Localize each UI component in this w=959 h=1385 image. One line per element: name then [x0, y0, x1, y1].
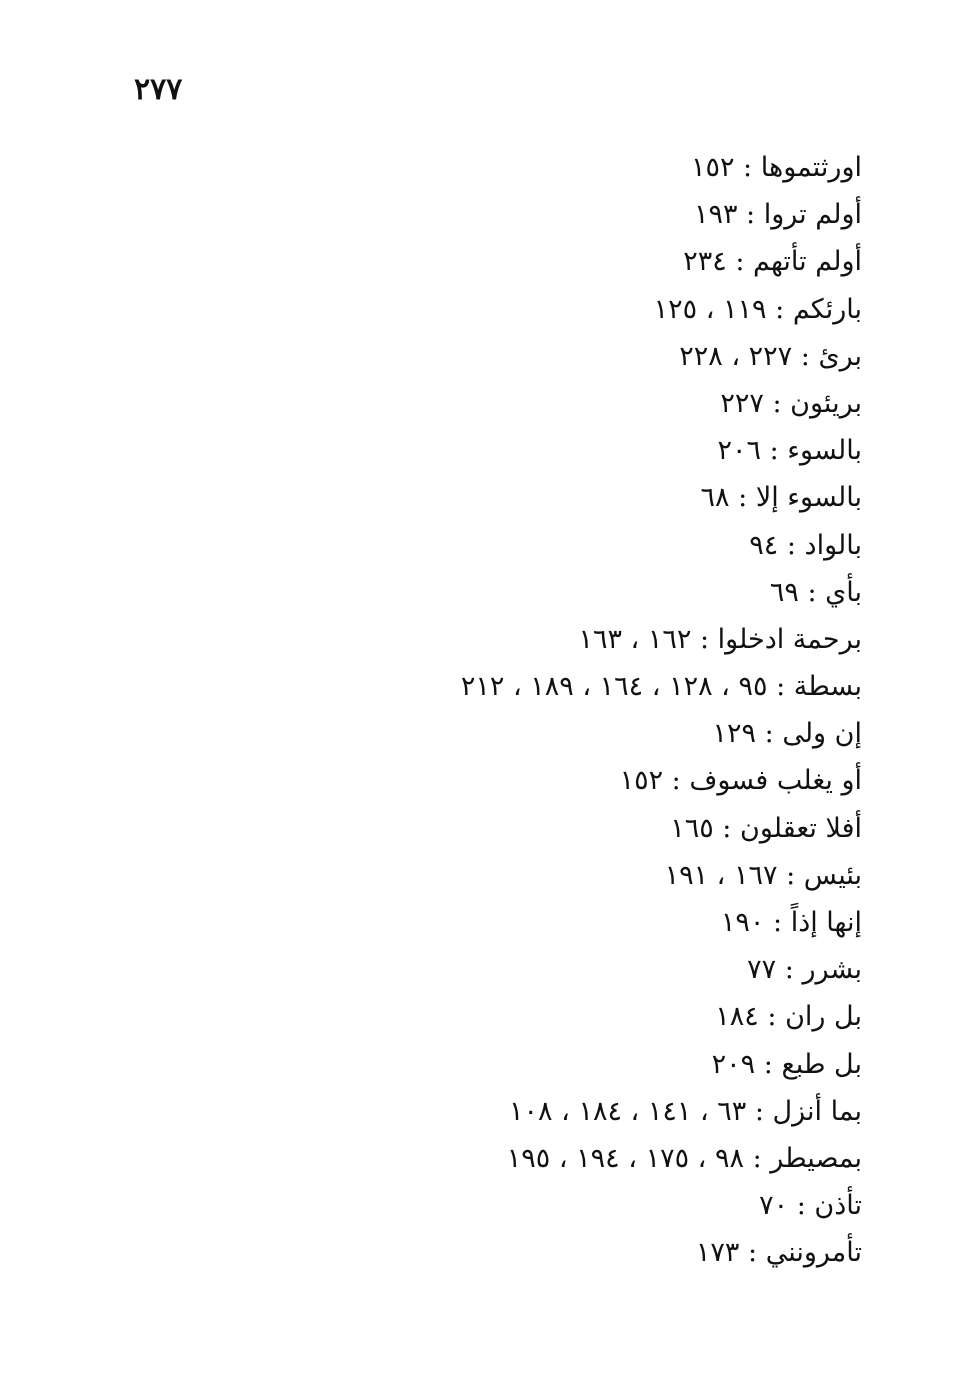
- index-entry: [461, 238, 862, 285]
- entry-word: بل طبع :: [755, 1049, 862, 1080]
- entry-word: أفلا تعقلون :: [714, 813, 862, 844]
- entry-word: إنها إذاً :: [764, 907, 862, 938]
- entry-pages: ١٩٠: [720, 907, 765, 938]
- entry-pages: ٩٥ ، ١٢٨ ، ١٦٤ ، ١٨٩ ، ٢١٢: [460, 671, 768, 703]
- index-entry: [461, 1041, 862, 1088]
- entry-pages: ٢٠٦: [717, 435, 762, 467]
- index-entry: [461, 522, 862, 569]
- entry-word: بارئكم :: [767, 294, 862, 325]
- entry-word: بمصيطر :: [744, 1143, 862, 1174]
- entry-pages: ٩٤: [749, 529, 779, 561]
- entry-pages: ١٩٣: [693, 199, 738, 231]
- entry-word: بل ران :: [759, 1001, 862, 1032]
- entry-word: بأي :: [799, 577, 862, 608]
- entry-pages: ١٦٧ ، ١٩١: [664, 859, 778, 891]
- entry-pages: ٧٠: [759, 1190, 789, 1222]
- entry-pages: ٢٣٤: [683, 246, 727, 278]
- entry-pages: ٦٩: [769, 576, 799, 608]
- index-entry: [461, 993, 862, 1040]
- index-entry: [461, 191, 862, 238]
- entry-pages: ١٦٢ ، ١٦٣: [578, 623, 692, 655]
- entry-pages: ١٧٣: [695, 1237, 740, 1269]
- entry-pages: ٧٧: [747, 954, 777, 986]
- entry-pages: ٩٨ ، ١٧٥ ، ١٩٤ ، ١٩٥: [506, 1142, 744, 1174]
- entry-pages: ٢٢٧: [720, 387, 764, 419]
- entry-pages: ١٥٢: [619, 765, 664, 797]
- entry-pages: ٦٣ ، ١٤١ ، ١٨٤ ، ١٠٨: [509, 1095, 747, 1127]
- index-entry: [461, 569, 862, 616]
- index-entry: [461, 1182, 862, 1229]
- index-entry: [461, 1229, 862, 1276]
- index-entry: [461, 805, 862, 852]
- index-entry: [461, 710, 862, 757]
- entry-word: اورثتموها :: [734, 152, 862, 183]
- entry-word: بشرر :: [776, 954, 862, 985]
- index-entry: [461, 899, 862, 946]
- entry-word: بالسوء إلا :: [730, 482, 862, 513]
- entry-word: تأذن :: [788, 1190, 862, 1221]
- index-entry: [461, 1088, 862, 1135]
- index-entry: [461, 946, 862, 993]
- entry-word: بالسوء :: [761, 435, 862, 466]
- index-entry: [461, 1135, 862, 1182]
- index-entry: [461, 616, 862, 663]
- entry-word: بريئون :: [764, 388, 862, 419]
- entry-pages: ٦٨: [700, 482, 730, 514]
- index-entry: [461, 427, 862, 474]
- page-number: ٢٧٧: [134, 72, 183, 107]
- entry-word: برحمة ادخلوا :: [691, 624, 862, 655]
- entry-word: برئ :: [792, 341, 862, 372]
- index-entry: [461, 852, 862, 899]
- entry-pages: ١٥٢: [690, 152, 735, 183]
- entry-pages: ١٨٤: [715, 1001, 759, 1033]
- index-entry: [461, 663, 862, 710]
- entry-word: أولم تروا :: [737, 199, 862, 230]
- index-entry: [461, 757, 862, 804]
- entry-word: بئيس :: [778, 860, 863, 891]
- index-entry: [461, 286, 862, 333]
- entry-word: أولم تأتهم :: [727, 246, 862, 277]
- entry-pages: ١١٩ ، ١٢٥: [653, 293, 767, 325]
- entry-word: بسطة :: [768, 671, 863, 702]
- index-entry: [461, 333, 862, 380]
- entry-word: أو يغلب فسوف :: [663, 765, 862, 796]
- entry-word: بالواد :: [778, 530, 862, 561]
- index-entry: [461, 380, 862, 427]
- entry-word: تأمرونني :: [739, 1237, 862, 1268]
- entry-pages: ٢٠٩: [711, 1048, 756, 1080]
- index-entry: [461, 474, 862, 521]
- entry-pages: ٢٢٧ ، ٢٢٨: [679, 340, 793, 372]
- index-entry: [461, 144, 862, 191]
- entry-word: بما أنزل :: [746, 1096, 862, 1127]
- entry-word: إن ولى :: [756, 718, 862, 749]
- index-list: [461, 144, 862, 1277]
- entry-pages: ١٢٩: [712, 718, 757, 750]
- entry-pages: ١٦٥: [670, 812, 714, 844]
